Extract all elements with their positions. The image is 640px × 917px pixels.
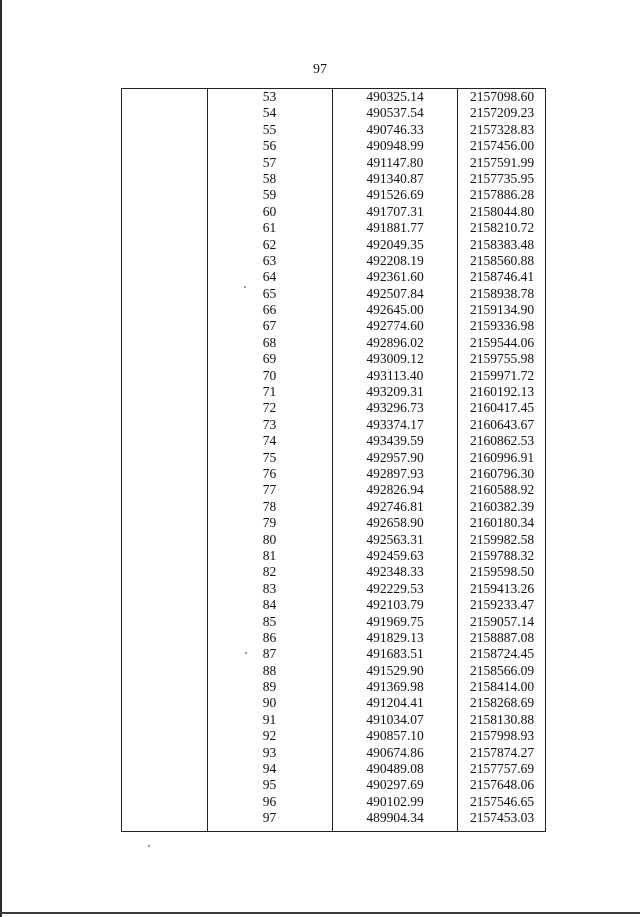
y-coordinate-cell: 2158887.08 xyxy=(469,629,535,645)
y-coordinate-cell: 2158383.48 xyxy=(469,236,535,252)
point-number-cell: 85 xyxy=(262,613,277,629)
y-coordinate-cell: 2159598.50 xyxy=(469,564,535,580)
x-coordinate-cell: 491204.41 xyxy=(366,695,424,711)
point-number-cell: 89 xyxy=(262,679,277,695)
y-coordinate-cell: 2159057.14 xyxy=(469,613,535,629)
x-coordinate-cell: 491829.13 xyxy=(366,629,424,645)
point-number-cell: 75 xyxy=(262,449,277,465)
x-coordinate-cell: 490948.99 xyxy=(366,138,424,154)
table-row xyxy=(122,335,545,351)
table-row xyxy=(122,351,545,367)
table-row xyxy=(122,745,545,761)
x-coordinate-cell: 491526.69 xyxy=(366,187,424,203)
point-number-cell: 58 xyxy=(262,170,277,186)
point-number-cell: 67 xyxy=(262,318,277,334)
y-coordinate-cell: 2158130.88 xyxy=(469,711,535,727)
x-coordinate-cell: 492774.60 xyxy=(366,318,424,334)
x-coordinate-cell: 490746.33 xyxy=(366,121,424,137)
table-row xyxy=(122,220,545,236)
x-coordinate-cell: 493374.17 xyxy=(366,416,424,432)
y-coordinate-cell: 2160796.30 xyxy=(469,465,535,481)
table-row xyxy=(122,155,545,171)
table-row xyxy=(122,777,545,793)
x-coordinate-cell: 491340.87 xyxy=(366,170,424,186)
y-coordinate-cell: 2160382.39 xyxy=(469,498,535,514)
y-coordinate-cell: 2157648.06 xyxy=(469,777,535,793)
table-row xyxy=(122,384,545,400)
table-row xyxy=(122,171,545,187)
point-number-cell: 84 xyxy=(262,597,277,613)
point-number-cell: 61 xyxy=(262,220,277,236)
y-coordinate-cell: 2157998.93 xyxy=(469,728,535,744)
x-coordinate-cell: 492563.31 xyxy=(366,531,424,547)
table-row xyxy=(122,122,545,138)
table-row xyxy=(122,237,545,253)
x-coordinate-cell: 492459.63 xyxy=(366,547,424,563)
x-coordinate-cell: 492896.02 xyxy=(366,334,424,350)
x-coordinate-cell: 490537.54 xyxy=(366,105,424,121)
scan-speck xyxy=(245,652,247,654)
y-coordinate-cell: 2160180.34 xyxy=(469,515,535,531)
y-coordinate-cell: 2158938.78 xyxy=(469,285,535,301)
point-number-cell: 63 xyxy=(262,252,277,268)
table-row xyxy=(122,433,545,449)
y-coordinate-cell: 2159134.90 xyxy=(469,302,535,318)
point-number-cell: 56 xyxy=(262,138,277,154)
x-coordinate-cell: 492507.84 xyxy=(366,285,424,301)
point-number-cell: 73 xyxy=(262,416,277,432)
y-coordinate-cell: 2158414.00 xyxy=(469,679,535,695)
point-number-cell: 77 xyxy=(262,482,277,498)
point-number-cell: 93 xyxy=(262,744,277,760)
y-coordinate-cell: 2158210.72 xyxy=(469,220,535,236)
y-coordinate-cell: 2157456.00 xyxy=(469,138,535,154)
x-coordinate-cell: 491369.98 xyxy=(366,679,424,695)
y-coordinate-cell: 2158560.88 xyxy=(469,252,535,268)
point-number-cell: 66 xyxy=(262,302,277,318)
point-number-cell: 76 xyxy=(262,465,277,481)
point-number-cell: 88 xyxy=(262,662,277,678)
point-number-cell: 79 xyxy=(262,515,277,531)
table-row xyxy=(122,400,545,416)
point-number-cell: 69 xyxy=(262,351,277,367)
y-coordinate-cell: 2157591.99 xyxy=(469,154,535,170)
point-number-cell: 86 xyxy=(262,629,277,645)
point-number-cell: 62 xyxy=(262,236,277,252)
point-number-cell: 60 xyxy=(262,203,277,219)
table-row xyxy=(122,89,545,105)
point-number-cell: 54 xyxy=(262,105,277,121)
table-row xyxy=(122,302,545,318)
x-coordinate-cell: 491707.31 xyxy=(366,203,424,219)
table-row xyxy=(122,515,545,531)
y-coordinate-cell: 2159336.98 xyxy=(469,318,535,334)
scan-bottom-edge xyxy=(0,912,640,914)
y-coordinate-cell: 2158566.09 xyxy=(469,662,535,678)
y-coordinate-cell: 2157757.69 xyxy=(469,761,535,777)
table-row xyxy=(122,450,545,466)
x-coordinate-cell: 492208.19 xyxy=(366,252,424,268)
point-number-cell: 65 xyxy=(262,285,277,301)
table-row xyxy=(122,712,545,728)
page-number: 97 xyxy=(313,62,327,77)
x-coordinate-cell: 490297.69 xyxy=(366,777,424,793)
x-coordinate-cell: 490325.14 xyxy=(366,89,424,104)
point-number-cell: 74 xyxy=(262,433,277,449)
table-row xyxy=(122,614,545,630)
x-coordinate-cell: 492348.33 xyxy=(366,564,424,580)
x-coordinate-cell: 491034.07 xyxy=(366,711,424,727)
table-row xyxy=(122,663,545,679)
table-row xyxy=(122,105,545,121)
point-number-cell: 71 xyxy=(262,384,277,400)
table-row xyxy=(122,695,545,711)
y-coordinate-cell: 2159233.47 xyxy=(469,597,535,613)
x-coordinate-cell: 489904.34 xyxy=(366,810,424,826)
x-coordinate-cell: 491147.80 xyxy=(366,154,424,170)
x-coordinate-cell: 492658.90 xyxy=(366,515,424,531)
table-row xyxy=(122,794,545,810)
point-number-cell: 96 xyxy=(262,793,277,809)
y-coordinate-cell: 2157874.27 xyxy=(469,744,535,760)
table-row xyxy=(122,204,545,220)
table-row xyxy=(122,499,545,515)
table-row xyxy=(122,679,545,695)
y-coordinate-cell: 2159788.32 xyxy=(469,547,535,563)
table-row xyxy=(122,564,545,580)
point-number-cell: 64 xyxy=(262,269,277,285)
x-coordinate-cell: 492361.60 xyxy=(366,269,424,285)
x-coordinate-cell: 493439.59 xyxy=(366,433,424,449)
point-number-cell: 68 xyxy=(262,334,277,350)
point-number-cell: 81 xyxy=(262,547,277,563)
table-row xyxy=(122,810,545,826)
y-coordinate-cell: 2157098.60 xyxy=(469,89,535,104)
table-row xyxy=(122,417,545,433)
y-coordinate-cell: 2160192.13 xyxy=(469,384,535,400)
x-coordinate-cell: 491969.75 xyxy=(366,613,424,629)
y-coordinate-cell: 2160862.53 xyxy=(469,433,535,449)
point-number-cell: 94 xyxy=(262,761,277,777)
x-coordinate-cell: 492645.00 xyxy=(366,302,424,318)
y-coordinate-cell: 2157453.03 xyxy=(469,810,535,826)
y-coordinate-cell: 2159413.26 xyxy=(469,580,535,596)
y-coordinate-cell: 2159982.58 xyxy=(469,531,535,547)
y-coordinate-cell: 2159544.06 xyxy=(469,334,535,350)
x-coordinate-cell: 493113.40 xyxy=(366,367,424,383)
y-coordinate-cell: 2158724.45 xyxy=(469,646,535,662)
point-number-cell: 97 xyxy=(262,810,277,826)
table-row xyxy=(122,548,545,564)
point-number-cell: 87 xyxy=(262,646,277,662)
x-coordinate-cell: 491683.51 xyxy=(366,646,424,662)
y-coordinate-cell: 2158044.80 xyxy=(469,203,535,219)
point-number-cell: 78 xyxy=(262,498,277,514)
y-coordinate-cell: 2157209.23 xyxy=(469,105,535,121)
table-row xyxy=(122,368,545,384)
table-row xyxy=(122,466,545,482)
y-coordinate-cell: 2157886.28 xyxy=(469,187,535,203)
point-number-cell: 55 xyxy=(262,121,277,137)
x-coordinate-cell: 492826.94 xyxy=(366,482,424,498)
y-coordinate-cell: 2158746.41 xyxy=(469,269,535,285)
point-number-cell: 57 xyxy=(262,154,277,170)
table-rows xyxy=(122,89,545,827)
y-coordinate-cell: 2160588.92 xyxy=(469,482,535,498)
point-number-cell: 72 xyxy=(262,400,277,416)
x-coordinate-cell: 490102.99 xyxy=(366,793,424,809)
table-row xyxy=(122,597,545,613)
y-coordinate-cell: 2160643.67 xyxy=(469,416,535,432)
scan-speck xyxy=(244,286,246,288)
table-row xyxy=(122,187,545,203)
table-row xyxy=(122,269,545,285)
scan-speck xyxy=(148,845,150,847)
point-number-cell: 70 xyxy=(262,367,277,383)
table-row xyxy=(122,253,545,269)
x-coordinate-cell: 492049.35 xyxy=(366,236,424,252)
x-coordinate-cell: 491881.77 xyxy=(366,220,424,236)
table-row xyxy=(122,286,545,302)
y-coordinate-cell: 2157328.83 xyxy=(469,121,535,137)
x-coordinate-cell: 491529.90 xyxy=(366,662,424,678)
x-coordinate-cell: 492746.81 xyxy=(366,498,424,514)
point-number-cell: 92 xyxy=(262,728,277,744)
point-number-cell: 59 xyxy=(262,187,277,203)
table-row xyxy=(122,482,545,498)
table-row xyxy=(122,532,545,548)
point-number-cell: 90 xyxy=(262,695,277,711)
y-coordinate-cell: 2158268.69 xyxy=(469,695,535,711)
y-coordinate-cell: 2157546.65 xyxy=(469,793,535,809)
point-number-cell: 95 xyxy=(262,777,277,793)
table-row xyxy=(122,630,545,646)
coordinates-table xyxy=(121,88,546,832)
table-row xyxy=(122,581,545,597)
x-coordinate-cell: 492103.79 xyxy=(366,597,424,613)
y-coordinate-cell: 2160417.45 xyxy=(469,400,535,416)
table-row xyxy=(122,728,545,744)
scan-left-edge xyxy=(0,0,2,917)
point-number-cell: 82 xyxy=(262,564,277,580)
table-row xyxy=(122,646,545,662)
table-row xyxy=(122,138,545,154)
x-coordinate-cell: 492229.53 xyxy=(366,580,424,596)
x-coordinate-cell: 493009.12 xyxy=(366,351,424,367)
x-coordinate-cell: 490489.08 xyxy=(366,761,424,777)
x-coordinate-cell: 490674.86 xyxy=(366,744,424,760)
x-coordinate-cell: 492957.90 xyxy=(366,449,424,465)
point-number-cell: 80 xyxy=(262,531,277,547)
point-number-cell: 53 xyxy=(262,89,277,104)
x-coordinate-cell: 490857.10 xyxy=(366,728,424,744)
table-row xyxy=(122,761,545,777)
x-coordinate-cell: 493209.31 xyxy=(366,384,424,400)
point-number-cell: 91 xyxy=(262,711,277,727)
point-number-cell: 83 xyxy=(262,580,277,596)
y-coordinate-cell: 2160996.91 xyxy=(469,449,535,465)
x-coordinate-cell: 492897.93 xyxy=(366,465,424,481)
y-coordinate-cell: 2159755.98 xyxy=(469,351,535,367)
y-coordinate-cell: 2159971.72 xyxy=(469,367,535,383)
x-coordinate-cell: 493296.73 xyxy=(366,400,424,416)
table-row xyxy=(122,318,545,334)
y-coordinate-cell: 2157735.95 xyxy=(469,170,535,186)
